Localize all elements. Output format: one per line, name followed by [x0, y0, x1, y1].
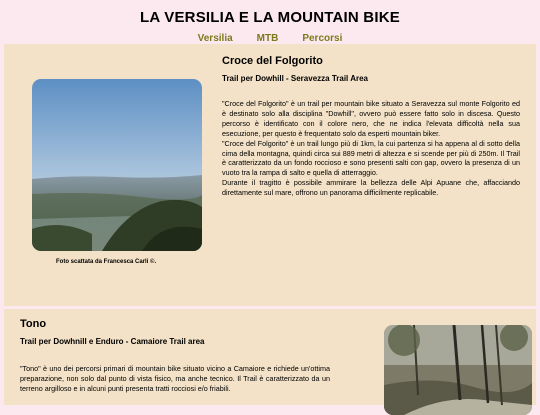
- trail-title: Croce del Folgorito: [222, 55, 323, 67]
- trail-subtitle: Trail per Dowhill - Seravezza Trail Area: [222, 74, 368, 83]
- description-paragraph-3: Durante il tragitto è possibile ammirare la bellezza delle Alpi Apuane che, affacciando direttamente sul mare, offrono un panorama difficilmente replicabile.: [222, 178, 520, 198]
- description-paragraph-2: "Croce del Folgorito" è un trail lungo più di 1km, la cui partenza si ha appena al di sotto della cima della montagna, quindi circa sui 889 metri di altezza e si scende per più di 250m. Il Trail è caratterizzato da un fondo roccioso e sono presenti salti con gap, ovvero la presenza di un vuoto tra la rampa di salto e quella di atterraggio.: [222, 138, 520, 178]
- trail-description: [222, 99, 520, 198]
- trail-card-tono: [4, 309, 536, 405]
- trail-description: [20, 364, 330, 394]
- forest-trail-image: [384, 325, 532, 415]
- description-paragraph-1: "Tono" è uno dei percorsi primari di mountain bike situato vicino a Camaiore e richiede un'ottima preparazione, non solo dal punto di vista fisico, ma anche tecnico. Il Trail è caratterizzato da un terreno argilloso e in alcuni punti presenta tratti rocciosi e/o friabili.: [20, 364, 330, 393]
- mountain-landscape-image: [32, 79, 202, 251]
- trail-card-croce-del-folgorito: [4, 44, 536, 306]
- trail-title: Tono: [20, 318, 47, 330]
- trail-photo-folgorito: [32, 79, 202, 251]
- trail-photo-tono: [384, 325, 532, 415]
- description-paragraph-1: "Croce del Folgorito" è un trail per mountain bike situato a Seravezza sul monte Folgorito ed è destinato solo alla disciplina "Dowhill", ovvero può essere fatto solo in discesa. Questo percorso è identificato con il colore nero, che ne indica l'elevata difficoltà nella sua esecuzione, per questo è frequentato solo da esperti mountain biker.: [222, 99, 520, 138]
- nav-link-versilia[interactable]: Versilia: [197, 33, 233, 44]
- nav-link-percorsi[interactable]: Percorsi: [302, 33, 343, 44]
- photo-caption: Foto scattata da Francesca Carli ©.: [56, 259, 157, 265]
- nav-link-mtb[interactable]: MTB: [256, 33, 279, 44]
- trail-subtitle: Trail per Dowhnill e Enduro - Camaiore Trail area: [20, 337, 205, 346]
- site-title: LA VERSILIA E LA MOUNTAIN BIKE: [140, 9, 400, 26]
